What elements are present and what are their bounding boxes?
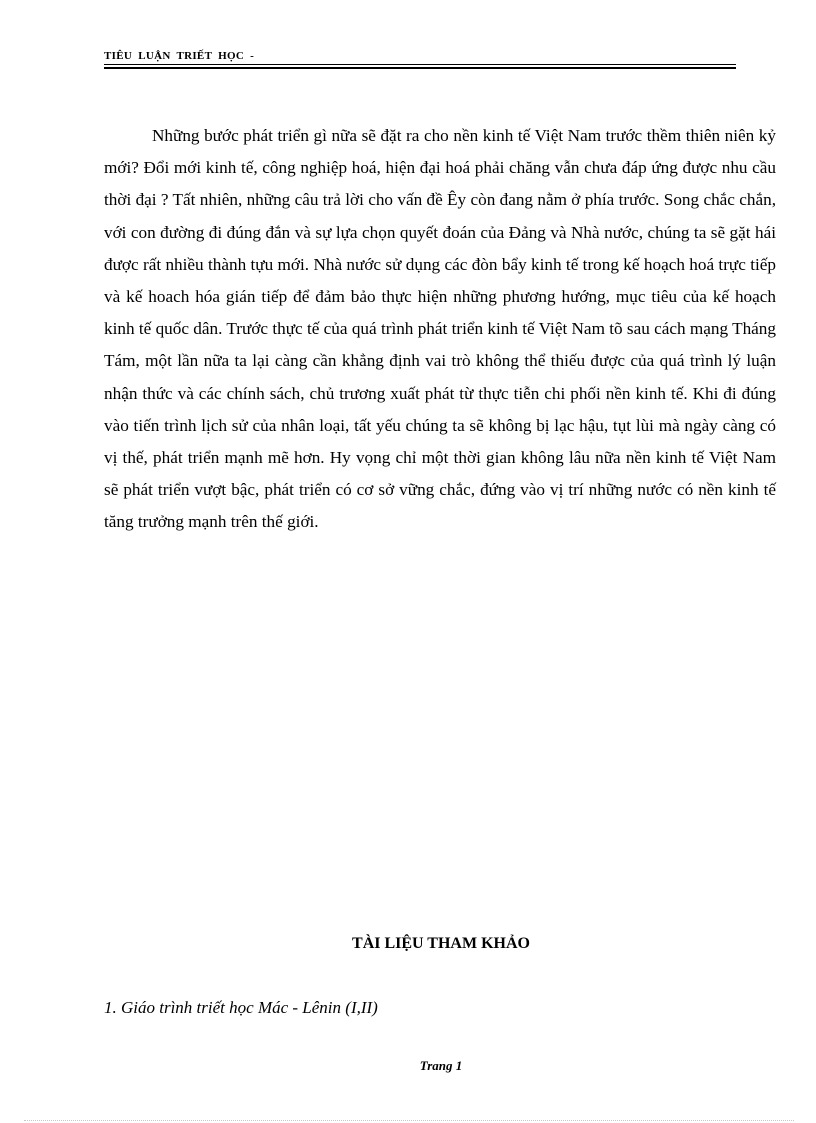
- page-number: Trang 1: [419, 1058, 463, 1073]
- page-bottom-edge: [24, 1120, 794, 1121]
- reference-item: 1. Giáo trình triết học Mác - Lênin (I,II): [104, 998, 378, 1017]
- body-paragraph: Những bước phát triển gì nữa sẽ đặt ra cho nền kinh tế Việt Nam trước thềm thiên niên kỷ mới? Đổi mới kinh tế, công nghiệp hoá, hiện đại hoá phải chăng vẫn chưa đáp ứng được nhu cầu thời đại ? Tất nhiên, những câu trả lời cho vấn đề Êy còn đang nằm ở phía trước. Song chắc chắn, với con đường đi đúng đắn và sự lựa chọn quyết đoán của Đảng và Nhà nước, chúng ta sẽ gặt hái được rất nhiều thành tựu mới. Nhà nước sử dụng các đòn bẩy kinh tế trong kế hoạch hoá trực tiếp và kế hoach hóa gián tiếp để đảm bảo thực hiện những phương hướng, mục tiêu của kế hoạch kinh tế quốc dân. Trước thực tế của quá trình phát triển kinh tế Việt Nam tõ sau cách mạng Tháng Tám, một lần nữa ta lại càng cần khẳng định vai trò không thể thiếu được của quá trình lý luận nhận thức và các chính sách, chủ trương xuất phát từ thực tiễn chi phối nền kinh tế. Khi đi đúng vào tiến trình lịch sử của nhân loại, tất yếu chúng ta sẽ không bị lạc hậu, tụt lùi mà ngày càng có vị thế, phát triển mạnh mẽ hơn. Hy vọng chỉ một thời gian không lâu nữa nền kinh tế Việt Nam sẽ phát triển vượt bậc, phát triển có cơ sở vững chắc, đứng vào vị trí những nước có nền kinh tế tăng trưởng mạnh trên thế giới.: [104, 126, 776, 532]
- references-heading: TÀI LIỆU THAM KHẢO: [352, 935, 530, 952]
- header-rule-thin: [104, 64, 736, 65]
- running-header: TIÊU LUẬN TRIẾT HỌC -: [104, 50, 255, 62]
- header-rule-thick: [104, 67, 736, 69]
